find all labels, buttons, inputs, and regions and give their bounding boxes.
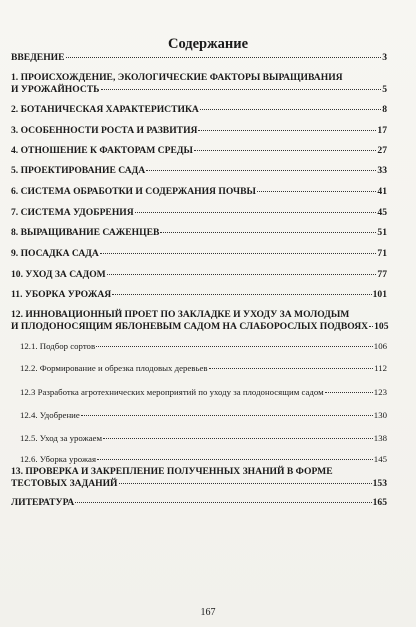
toc-entry[interactable] [11, 497, 387, 509]
toc-entry-label: ЛИТЕРАТУРА [11, 497, 75, 508]
leader-dots [200, 109, 381, 110]
toc-entry-label: 12.4. Удобрение [20, 410, 80, 420]
toc-entry-label: 4. ОТНОШЕНИЕ К ФАКТОРАМ СРЕДЫ [11, 145, 193, 156]
toc-entry-page: 5 [382, 83, 387, 95]
toc-entry-page: 41 [377, 186, 387, 197]
page-number: 167 [200, 607, 216, 618]
leader-dots [96, 346, 373, 347]
leader-dots [198, 130, 376, 131]
toc-entry-label: 12.1. Подбор сортов [20, 341, 96, 351]
toc-entry-page: 123 [373, 387, 387, 397]
leader-dots [160, 232, 376, 233]
leader-dots [146, 170, 376, 171]
toc-subentry[interactable] [20, 341, 387, 353]
toc-entry-page: 17 [377, 125, 387, 136]
leader-dots [257, 191, 376, 192]
leader-dots [209, 368, 374, 369]
toc-entry-label: 7. СИСТЕМА УДОБРЕНИЯ [11, 207, 134, 218]
toc-title: Содержание [167, 36, 249, 52]
toc-entry[interactable] [11, 269, 387, 281]
leader-dots [75, 502, 371, 503]
toc-entry-page: 71 [377, 248, 387, 259]
toc-entry-label: ТЕСТОВЫХ ЗАДАНИЙ [11, 477, 118, 489]
toc-entry-label: 3. ОСОБЕННОСТИ РОСТА И РАЗВИТИЯ [11, 125, 198, 136]
toc-entry-label: 8. ВЫРАЩИВАНИЕ САЖЕНЦЕВ [11, 227, 160, 238]
toc-entry-page: 33 [377, 165, 387, 176]
toc-entry-page: 77 [377, 269, 387, 280]
toc-entry[interactable] [11, 145, 387, 157]
leader-dots [325, 392, 373, 393]
toc-entry-label-first-line: 1. ПРОИСХОЖДЕНИЕ, ЭКОЛОГИЧЕСКИЕ ФАКТОРЫ ВЫРАЩИВАНИЯ [11, 72, 343, 83]
leader-dots [135, 212, 377, 213]
toc-entry[interactable] [11, 165, 387, 177]
leader-dots [112, 294, 371, 295]
toc-entry-label: 12.3 Разработка агротехнических мероприятий по уходу за плодоносящим садом [20, 387, 324, 397]
toc-entry-label: 9. ПОСАДКА САДА [11, 248, 99, 259]
toc-subentry[interactable] [20, 410, 387, 422]
leader-dots [81, 415, 373, 416]
toc-entry[interactable] [11, 248, 387, 260]
toc-entry-page: 145 [373, 454, 387, 464]
toc-entry-label-first-line: 13. ПРОВЕРКА И ЗАКРЕПЛЕНИЕ ПОЛУЧЕННЫХ ЗНАНИЙ В ФОРМЕ [11, 466, 333, 477]
toc-entry[interactable] [11, 227, 387, 239]
toc-entry-label: И ПЛОДОНОСЯЩИМ ЯБЛОНЕВЫМ САДОМ НА СЛАБОРОСЛЫХ ПОДВОЯХ [11, 320, 369, 332]
toc-entry-label: 12.6. Уборка урожая [20, 454, 96, 464]
toc-entry[interactable] [11, 207, 387, 219]
toc-entry-label: 5. ПРОЕКТИРОВАНИЕ САДА [11, 165, 146, 176]
toc-entry-page: 105 [374, 320, 389, 332]
toc-entry[interactable] [11, 104, 387, 116]
toc-entry[interactable] [11, 52, 387, 64]
toc-subentry[interactable] [20, 454, 387, 466]
toc-entry-label: ВВЕДЕНИЕ [11, 52, 65, 63]
toc-entry[interactable] [11, 72, 387, 95]
toc-entry-page: 112 [374, 363, 387, 373]
leader-dots [194, 150, 377, 151]
leader-dots [66, 57, 382, 58]
toc-entry-page: 165 [372, 497, 387, 508]
toc-entry-page: 101 [372, 289, 387, 300]
toc-entry-label: 12.5. Уход за урожаем [20, 433, 103, 443]
toc-entry-page: 27 [377, 145, 387, 156]
toc-entry[interactable] [11, 289, 387, 301]
toc-subentry[interactable] [20, 363, 387, 375]
toc-entry[interactable] [11, 309, 387, 332]
leader-dots [103, 438, 373, 439]
leader-dots [369, 326, 373, 327]
toc-entry[interactable] [11, 466, 387, 489]
toc-entry[interactable] [11, 186, 387, 198]
toc-entry-page: 51 [377, 227, 387, 238]
toc-entry-label: 11. УБОРКА УРОЖАЯ [11, 289, 112, 300]
toc-entry-label: И УРОЖАЙНОСТЬ [11, 83, 100, 95]
leader-dots [119, 483, 372, 484]
leader-dots [97, 459, 373, 460]
toc-entry-page: 130 [373, 410, 387, 420]
toc-entry-label: 6. СИСТЕМА ОБРАБОТКИ И СОДЕРЖАНИЯ ПОЧВЫ [11, 186, 256, 197]
toc-entry-label: 10. УХОД ЗА САДОМ [11, 269, 106, 280]
toc-entry-page: 138 [373, 433, 387, 443]
toc-entry-label: 2. БОТАНИЧЕСКАЯ ХАРАКТЕРИСТИКА [11, 104, 199, 115]
toc-subentry[interactable] [20, 387, 387, 399]
leader-dots [100, 253, 377, 254]
toc-entry-page: 45 [377, 207, 387, 218]
toc-entry[interactable] [11, 125, 387, 137]
toc-entry-page: 153 [372, 477, 387, 489]
leader-dots [107, 274, 377, 275]
toc-entry-page: 8 [382, 104, 387, 115]
leader-dots [101, 89, 382, 90]
toc-entry-page: 106 [373, 341, 387, 351]
toc-entry-label: 12.2. Формирование и обрезка плодовых деревьев [20, 363, 208, 373]
toc-subentry[interactable] [20, 433, 387, 445]
toc-entry-page: 3 [382, 52, 387, 63]
toc-entry-label-first-line: 12. ИННОВАЦИОННЫЙ ПРОЕТ ПО ЗАКЛАДКЕ И УХОДУ ЗА МОЛОДЫМ [11, 309, 350, 320]
